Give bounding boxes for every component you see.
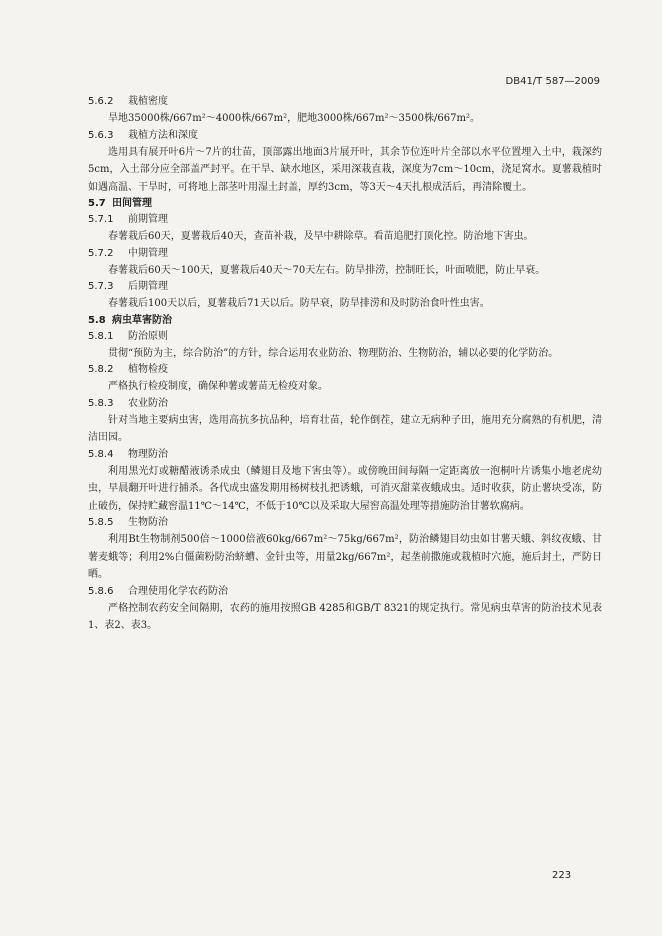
paragraph: 选用具有展开叶6片～7片的壮苗，顶部露出地面3片展开叶，其余节位连叶片全部以水平位置埋入土中，栽深约5cm，入土部分应全部盖严封平。在干旱、缺水地区，采用深栽直栽，深度为7cm～10cm，浇足窝水。夏薯栽植时如遇高温、干旱时，可将地上部茎叶用湿土封盖，厚约3cm，等3天～4天扎根成活后，再清除覆土。 (88, 146, 602, 193)
paragraph: 旱地35000株/667m²～4000株/667m²，肥地3000株/667m²～3500株/667m²。 (108, 113, 480, 124)
paragraph: 严格执行检疫制度，确保种薯或薯苗无检疫对象。 (108, 381, 328, 392)
paragraph: 利用黑光灯或糖醋液诱杀成虫（鳞翅目及地下害虫等）。或傍晚田间每隔一定距离放一泡桐叶片诱集小地老虎幼虫，早晨翻开叶进行捕杀。各代成虫盛发期用杨树枝扎把诱蛾，可消灭甜菜夜蛾成虫。适时收获，防止薯块受冻，防止破伤，保持贮藏窖温11℃～14℃，不低于10℃以及采取大屋窖高温处理等措施防治甘薯软腐病。 (88, 465, 602, 512)
heading-5-8-1: 5.8.1 防治原则 (88, 330, 168, 342)
heading-5-7-3: 5.7.3 后期管理 (88, 281, 168, 292)
paragraph: 利用Bt生物制剂500倍～1000倍液60kg/667m²～75kg/667m²，防治鳞翅目幼虫如甘薯天蛾、斜纹夜蛾、甘薯麦蛾等；利用2%白僵菌粉防治蛴螬、金针虫等，用量2kg/667m²，起垄前撒施或栽植时穴施，施后封土，严防日晒。 (88, 534, 602, 580)
paragraph: 春薯栽后100天以后，夏薯栽后71天以后。防早衰，防旱排涝和及时防治食叶性虫害。 (108, 298, 490, 309)
heading-5-6-3: 5.6.3 栽植方法和深度 (88, 129, 198, 141)
heading-5-8-5: 5.8.5 生物防治 (88, 517, 168, 528)
paragraph: 针对当地主要病虫害，选用高抗多抗品种，培育壮苗，轮作倒茬，建立无病种子田，施用充分腐熟的有机肥，清洁田园。 (88, 414, 602, 443)
heading-5-8-4: 5.8.4 物理防治 (88, 448, 168, 460)
heading-5-6-2: 5.6.2 栽植密度 (88, 96, 168, 107)
paragraph: 贯彻“预防为主，综合防治”的方针，综合运用农业防治、物理防治、生物防治，辅以必要的化学防治。 (108, 347, 559, 359)
document-code: DB41/T 587—2009 (505, 76, 600, 87)
paragraph: 严格控制农药安全间隔期，农药的施用按照GB 4285和GB/T 8321的规定执行。常见病虫草害的防治技术见表1、表2、表3。 (88, 602, 602, 631)
heading-5-7-1: 5.7.1 前期管理 (88, 214, 168, 225)
heading-5-8-3: 5.8.3 农业防治 (88, 397, 168, 409)
paragraph: 春薯栽后60天～100天，夏薯栽后40天～70天左右。防旱排涝，控制旺长，叶面喷肥，防止早衰。 (108, 264, 546, 276)
heading-5-8-2: 5.8.2 植物检疫 (88, 364, 168, 375)
paragraph: 春薯栽后60天，夏薯栽后40天，查苗补栽，及早中耕除草。看苗追肥打顶化控。防治地下害虫。 (108, 231, 534, 242)
heading-5-8: 5.8 病虫草害防治 (88, 314, 172, 326)
document-body (88, 94, 602, 635)
heading-5-7: 5.7 田间管理 (88, 198, 152, 209)
heading-5-8-6: 5.8.6 合理使用化学农药防治 (88, 585, 228, 597)
page-number: 223 (552, 870, 572, 881)
heading-5-7-2: 5.7.2 中期管理 (88, 247, 168, 259)
